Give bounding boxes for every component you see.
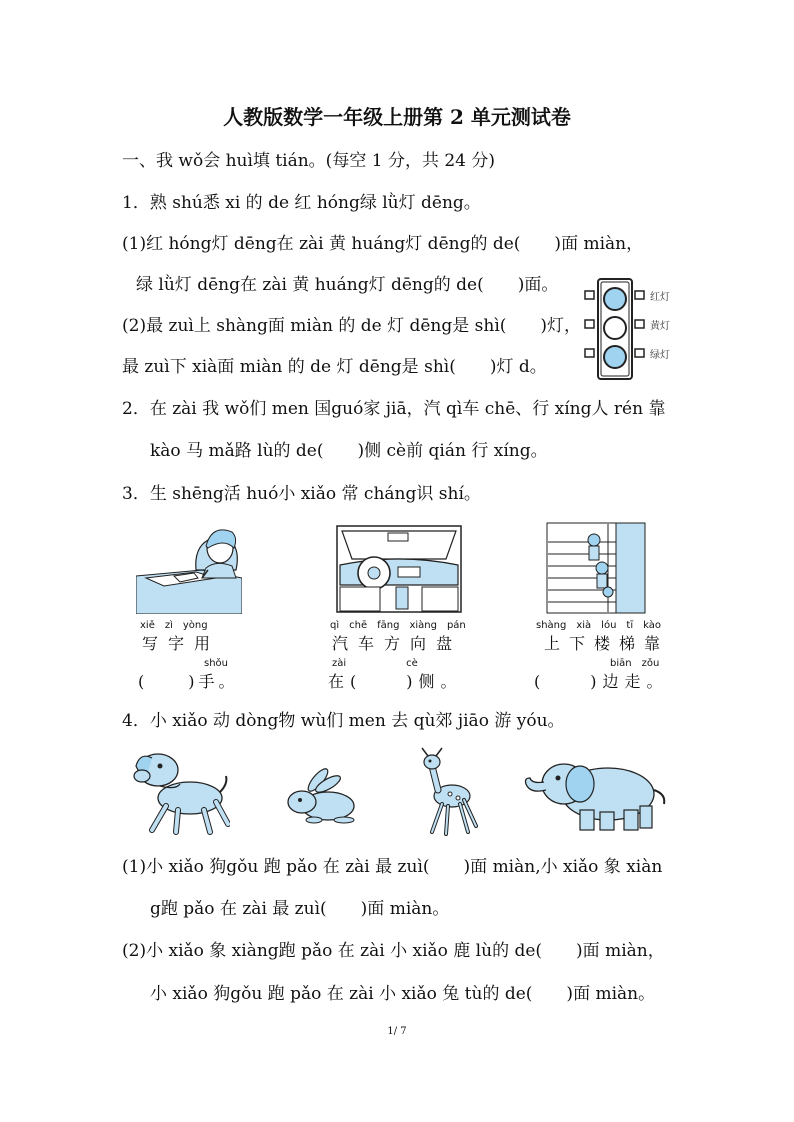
q1-part2-line2: 最 zuì下 xià面 miàn 的 de 灯 dēng是 shì( )灯 d。	[122, 357, 547, 377]
caption-1-pinyin-2: shǒu	[204, 658, 229, 669]
caption-1-blank: ( )手。	[138, 672, 239, 691]
q2-line2: kào 马 mǎ路 lù的 de( )侧 cè前 qián 行 xíng。	[150, 441, 548, 461]
q4-part2-line2: 小 xiǎo 狗gǒu 跑 pǎo 在 zài 小 xiǎo 兔 tù的 de( )面 miàn。	[150, 984, 656, 1004]
dog-illustration	[130, 746, 230, 836]
caption-2-blank: 在( )侧。	[328, 672, 463, 691]
q4-heading: 4．小 xiǎo 动 dòng物 wù们 men 去 qù郊 jiāo 游 yóu。	[122, 711, 565, 731]
q3-heading: 3．生 shēng活 huó小 xiǎo 常 cháng识 shí。	[122, 484, 481, 504]
car-dashboard-illustration	[336, 525, 462, 613]
stairs-illustration	[546, 522, 646, 614]
q3-caption-3	[536, 620, 686, 696]
yellow-light-label: 黄灯	[650, 321, 670, 332]
caption-2-pinyin-2: zài cè	[332, 658, 418, 669]
caption-3-text: 上下楼梯靠	[544, 634, 670, 653]
deer-illustration	[414, 746, 480, 838]
caption-3-pinyin-2: biān zǒu	[610, 658, 660, 669]
caption-3-pinyin: shàng xià lóu tī kào	[536, 620, 661, 631]
caption-2-text: 汽车方向盘	[332, 634, 463, 653]
caption-2-pinyin: qì chē fāng xiàng pán	[330, 620, 466, 631]
section-1-heading: 一、我 wǒ会 huì填 tián。(每空 1 分，共 24 分)	[122, 151, 496, 171]
girl-writing-illustration	[136, 518, 242, 614]
q4-part1-line2: g跑 pǎo 在 zài 最 zuì( )面 miàn。	[150, 899, 450, 919]
green-light-label: 绿灯	[650, 350, 670, 361]
traffic-light-illustration	[582, 274, 682, 386]
page-number: 1/ 7	[387, 1026, 407, 1037]
q1-heading: 1．熟 shú悉 xi 的 de 红 hóng绿 lǜ灯 dēng。	[122, 193, 481, 213]
red-light-label: 红灯	[650, 292, 670, 303]
q1-part2-line1: (2)最 zuì上 shàng面 miàn 的 de 灯 dēng是 shì( )灯，	[122, 316, 582, 336]
caption-1-pinyin: xiě zì yòng	[140, 620, 208, 631]
q3-caption-2	[330, 620, 480, 696]
page-title: 人教版数学一年级上册第 2 单元测试卷	[223, 105, 571, 129]
q1-part1-line1: (1)红 hóng灯 dēng在 zài 黄 huáng灯 dēng的 de( )面 miàn，	[122, 234, 644, 254]
q3-caption-1	[140, 620, 270, 696]
caption-1-text: 写字用	[142, 634, 221, 653]
q2-line1: 2．在 zài 我 wǒ们 men 国guó家 jiā，汽 qì车 chē、行 xíng人 rén 靠	[122, 399, 666, 419]
q4-part1-line1: (1)小 xiǎo 狗gǒu 跑 pǎo 在 zài 最 zuì( )面 miàn,小 xiǎo 象 xiàn	[122, 857, 663, 877]
elephant-illustration	[520, 754, 670, 834]
q1-part1-line2: 绿 lǜ灯 dēng在 zài 黄 huáng灯 dēng的 de( )面。	[136, 275, 559, 295]
caption-3-blank: ( )边走。	[534, 672, 669, 691]
rabbit-illustration	[284, 766, 360, 826]
q4-part2-line1: (2)小 xiǎo 象 xiàng跑 pǎo 在 zài 小 xiǎo 鹿 lù的 de( )面 miàn，	[122, 941, 665, 961]
